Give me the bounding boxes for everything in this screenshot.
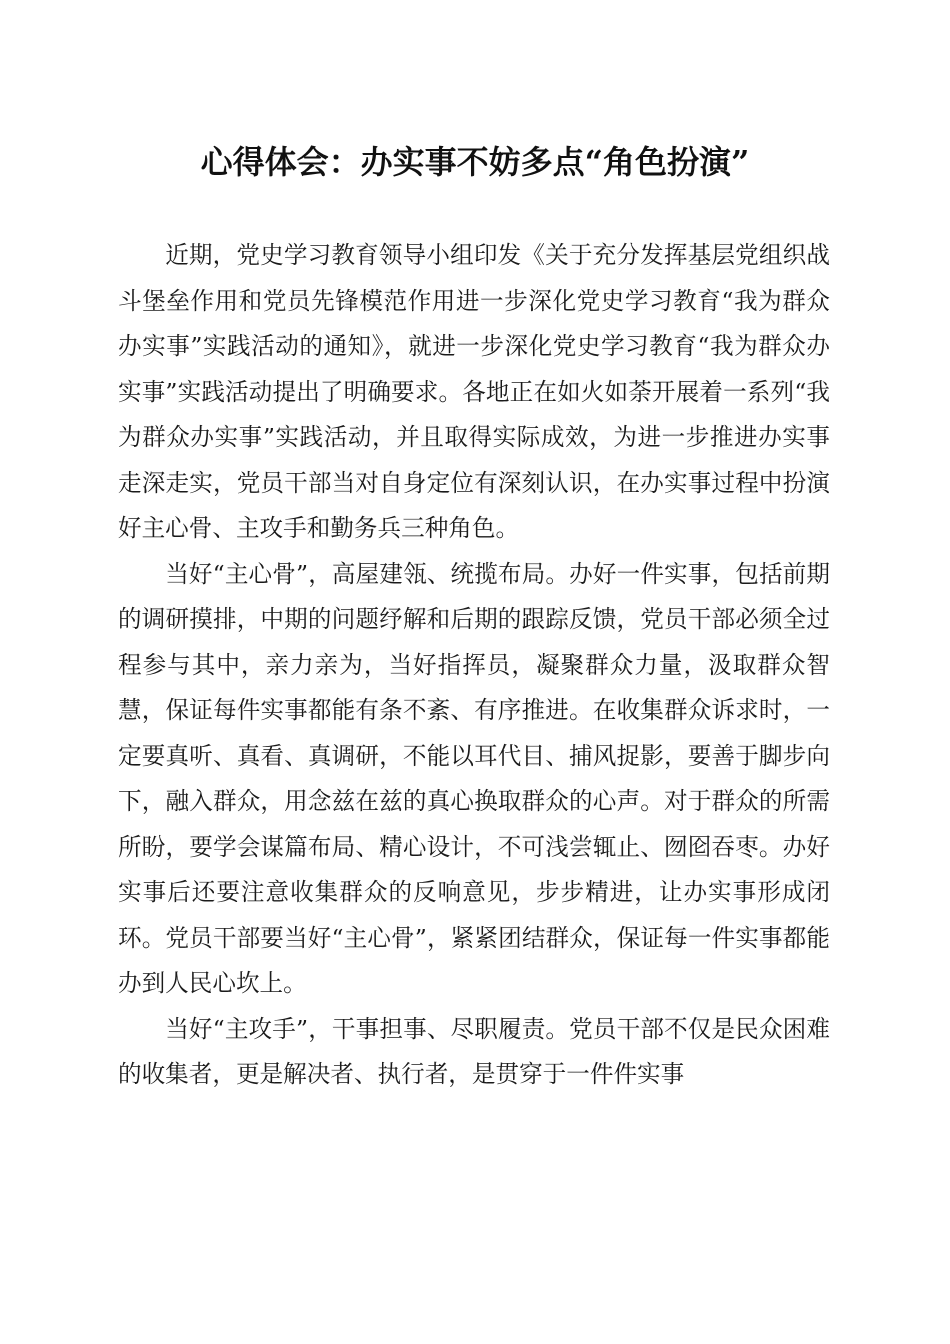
document-title: 心得体会：办实事不妨多点“角色扮演” — [200, 143, 750, 181]
paragraph: 近期，党史学习教育领导小组印发《关于充分发挥基层党组织战斗堡垒作用和党员先锋模范作用进一步深化党史学习教育“我为群众办实事”实践活动的通知》，就进一步深化党史学习教育“我为群众办实事”实践活动提出了明确要求。各地正在如火如荼开展着一系列“我为群众办实事”实践活动，并且取得实际成效，为进一步推进办实事走深走实，党员干部当对自身定位有深刻认识，在办实事过程中扮演好主心骨、主攻手和勤务兵三种角色。 — [118, 241, 830, 542]
document-body — [118, 233, 830, 1098]
paragraph: 当好“主心骨”，高屋建瓴、统揽布局。办好一件实事，包括前期的调研摸排，中期的问题纾解和后期的跟踪反馈，党员干部必须全过程参与其中，亲力亲为，当好指挥员，凝聚群众力量，汲取群众智慧，保证每件实事都能有条不紊、有序推进。在收集群众诉求时，一定要真听、真看、真调研，不能以耳代目、捕风捉影，要善于脚步向下，融入群众，用念兹在兹的真心换取群众的心声。对于群众的所需所盼，要学会谋篇布局、精心设计，不可浅尝辄止、囫囵吞枣。办好实事后还要注意收集群众的反响意见，步步精进，让办实事形成闭环。党员干部要当好“主心骨”，紧紧团结群众，保证每一件实事都能办到人民心坎上。 — [118, 559, 830, 997]
paragraph: 当好“主攻手”，干事担事、尽职履责。党员干部不仅是民众困难的收集者，更是解决者、执行者，是贯穿于一件件实事 — [118, 1014, 830, 1088]
